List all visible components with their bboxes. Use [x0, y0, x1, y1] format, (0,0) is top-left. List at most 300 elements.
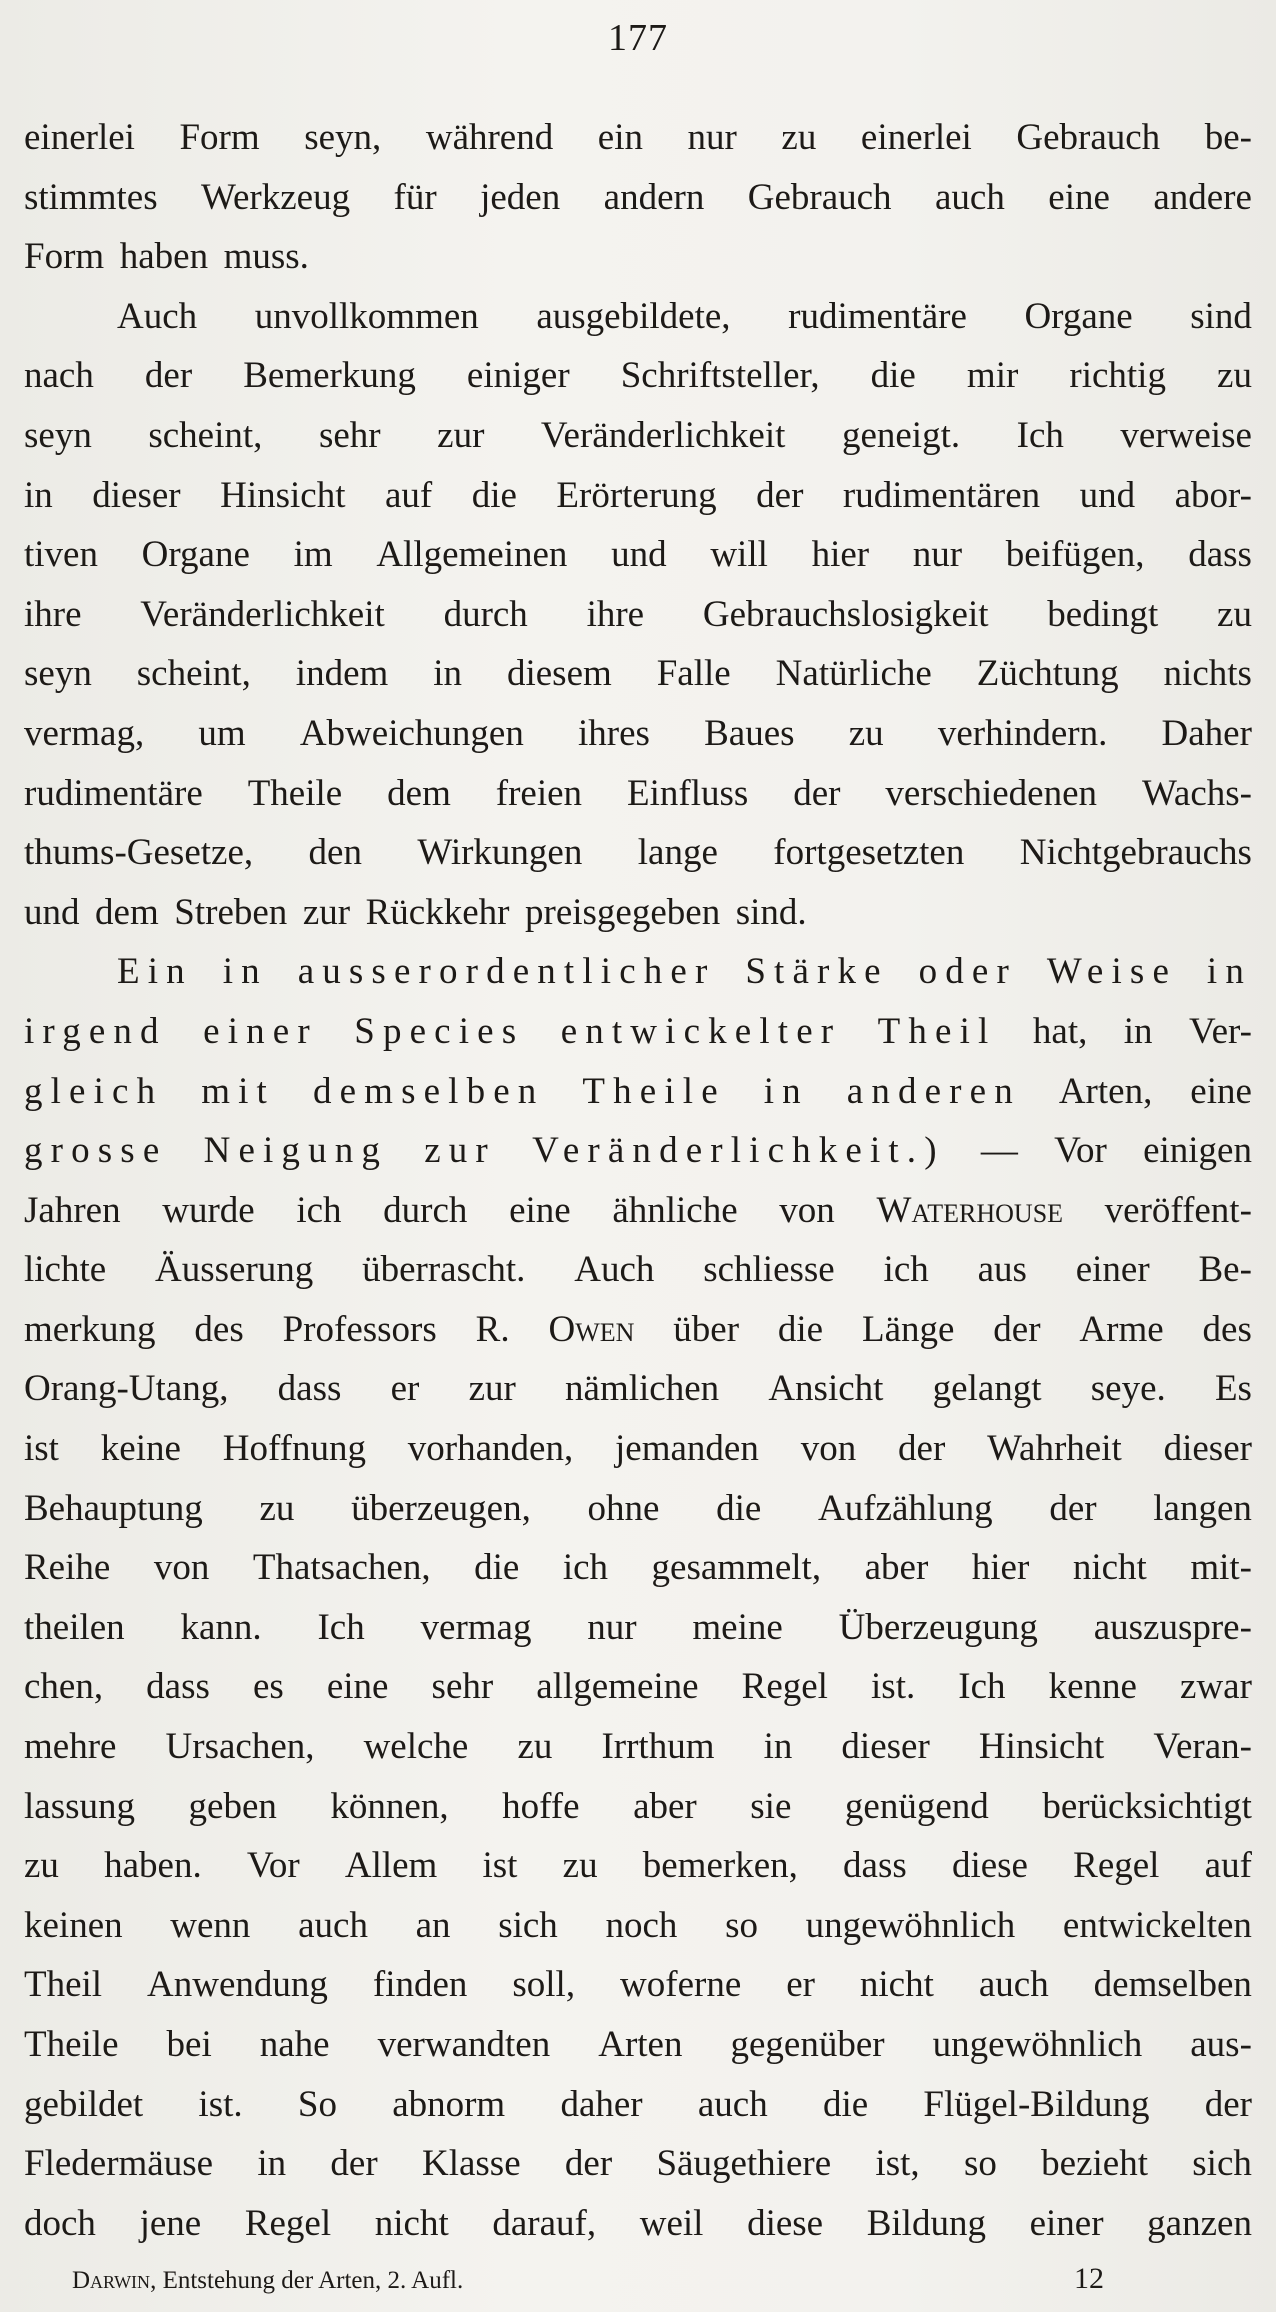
word: Anwendung: [147, 1964, 328, 2006]
word: Gebrauch: [1016, 117, 1161, 158]
word: die: [471, 474, 517, 516]
word: finden: [372, 1964, 468, 2006]
word: dem: [387, 772, 451, 814]
word: während: [425, 117, 554, 158]
word: vorhanden,: [407, 1428, 574, 1470]
word: Allem: [344, 1845, 438, 1887]
word: ihre: [24, 593, 82, 635]
word: können,: [330, 1785, 449, 1827]
text-line: [24, 346, 1252, 406]
word: gleich: [24, 1070, 164, 1112]
word: anderen: [846, 1070, 1021, 1112]
word: überrascht.: [362, 1249, 526, 1291]
word: Natürliche: [775, 653, 932, 695]
word: jemanden: [615, 1428, 759, 1470]
text-line: [24, 1062, 1252, 1122]
word: sich: [1192, 2143, 1252, 2185]
text-line: [24, 764, 1252, 824]
word: nichts: [1163, 653, 1252, 695]
text-line: [24, 883, 1252, 943]
word: von: [800, 1428, 857, 1470]
text-line: [24, 2194, 1252, 2254]
text-line: [24, 2015, 1252, 2075]
word: Gebrauchslosigkeit: [702, 593, 989, 635]
word: zu: [848, 712, 884, 754]
word: dass: [843, 1845, 907, 1887]
body-text: [24, 108, 1252, 2253]
word: dieser: [92, 474, 181, 516]
word: Arten: [598, 2024, 683, 2065]
word: Regel: [244, 2202, 332, 2244]
signature-mark: 12: [1074, 2262, 1104, 2295]
word: geben: [188, 1785, 277, 1827]
word: rudimentären: [842, 474, 1041, 516]
word: sind: [1190, 295, 1252, 337]
word: Auch: [574, 1249, 655, 1291]
word: auf: [384, 474, 433, 516]
word: eine: [1190, 1070, 1252, 1112]
word: Theile: [247, 772, 343, 814]
word: bezieht: [1041, 2143, 1148, 2185]
word: nach: [24, 355, 94, 397]
word: schliesse: [703, 1249, 835, 1291]
text-line: [24, 1777, 1252, 1837]
word: einer: [1029, 2202, 1104, 2244]
word: der: [330, 2143, 378, 2185]
word: bei: [166, 2024, 212, 2065]
word: der: [793, 772, 841, 814]
word: und: [24, 891, 80, 933]
word: theilen: [24, 1606, 125, 1648]
word: ungewöhnlich: [805, 1904, 1016, 1946]
word: Reihe: [24, 1547, 111, 1589]
word: Ich: [317, 1606, 365, 1648]
word: grosse: [24, 1130, 168, 1172]
word: einer: [1075, 1249, 1150, 1291]
word: doch: [24, 2202, 96, 2244]
word: unvollkommen: [254, 295, 479, 337]
footer-citation: [72, 2267, 463, 2295]
word: Schriftsteller,: [620, 355, 820, 397]
word: ist.: [871, 1666, 916, 1708]
text-line: [24, 1598, 1252, 1658]
word: keinen: [24, 1904, 123, 1946]
word: merkung: [24, 1308, 156, 1350]
word: Ansicht: [768, 1368, 884, 1410]
word: Form: [179, 117, 260, 158]
text-line: [24, 1419, 1252, 1479]
word: gebildet: [24, 2083, 144, 2125]
word: nicht: [859, 1964, 934, 2006]
word: Baues: [704, 712, 795, 754]
word: Veran-: [1153, 1726, 1252, 1768]
word: über: [673, 1308, 740, 1350]
word: ausgebildete,: [536, 295, 731, 337]
word: haben.: [104, 1845, 202, 1887]
word: dem: [95, 891, 159, 933]
word: verhindern.: [937, 712, 1108, 754]
word: daher: [560, 2083, 643, 2125]
word: nur: [687, 117, 737, 158]
word: Jahren: [24, 1189, 121, 1231]
word: Züchtung: [976, 653, 1119, 695]
word: seyn: [24, 653, 92, 695]
word: Aufzählung: [818, 1487, 993, 1529]
word: von: [153, 1547, 210, 1589]
word: zur: [437, 414, 485, 456]
word: demselben: [1093, 1964, 1252, 2006]
word: eine: [1048, 176, 1110, 218]
page-footer: [72, 2262, 1112, 2296]
word: und: [611, 534, 667, 576]
word: bemerken,: [642, 1845, 798, 1887]
word: zur: [424, 1130, 496, 1172]
text-line: [24, 1955, 1252, 2015]
word: Species: [354, 1010, 525, 1052]
word: demselben: [312, 1070, 545, 1112]
word: der: [564, 2143, 613, 2185]
word: welche: [363, 1726, 469, 1768]
word: eine: [326, 1666, 389, 1708]
word: Orang-Utang,: [24, 1368, 229, 1410]
word: verschiedenen: [885, 772, 1098, 814]
word: seyn: [24, 414, 92, 456]
text-line: [24, 644, 1252, 704]
word: den: [308, 832, 362, 874]
word: Auch: [117, 295, 198, 337]
text-line: [24, 1538, 1252, 1598]
word: preisgegeben: [525, 891, 721, 933]
word: abor-: [1174, 474, 1252, 516]
word: langen: [1153, 1487, 1252, 1529]
word: in: [433, 653, 463, 695]
word: einerlei: [860, 117, 972, 158]
word: darauf,: [492, 2202, 597, 2244]
word: Streben: [174, 891, 288, 933]
word: jene: [139, 2202, 202, 2244]
word: zu: [259, 1487, 295, 1529]
word: Wirkungen: [417, 832, 583, 874]
word: seyn,: [304, 117, 382, 158]
word: um: [198, 712, 246, 754]
word: Hoffnung: [222, 1428, 366, 1470]
word: die: [474, 1547, 520, 1589]
word: entwickelten: [1062, 1904, 1252, 1946]
word: zu: [562, 1845, 598, 1887]
word: Thatsachen,: [252, 1547, 431, 1589]
word: ist: [24, 1428, 59, 1470]
text-line: [24, 466, 1252, 526]
word: allgemeine: [536, 1666, 699, 1708]
word: lange: [637, 832, 718, 874]
word: im: [293, 534, 333, 576]
word: Einfluss: [627, 772, 749, 814]
word: der: [993, 1308, 1041, 1350]
word: Form: [24, 236, 105, 278]
word: in: [1206, 951, 1252, 993]
word: Veränderlichkeit: [540, 414, 786, 456]
word: hoffe: [502, 1785, 580, 1827]
word: Ein: [117, 951, 193, 993]
word: diesem: [506, 653, 612, 695]
word: zu: [1217, 355, 1252, 397]
word: rudimentäre: [788, 295, 967, 337]
word: aber: [864, 1547, 929, 1589]
word: scheint,: [148, 414, 263, 456]
word: lichte: [24, 1249, 107, 1291]
word: dass: [277, 1368, 342, 1410]
word: Theile: [582, 1070, 726, 1112]
word: freien: [495, 772, 583, 814]
word: ihres: [578, 712, 650, 754]
word: ich: [296, 1189, 342, 1231]
word: nur: [587, 1606, 637, 1648]
word: scheint,: [136, 653, 251, 695]
word: in: [1123, 1010, 1153, 1052]
word: mehre: [24, 1726, 117, 1768]
word: bedingt: [1047, 593, 1159, 635]
word: rudimentäre: [24, 772, 203, 814]
word: Regel: [741, 1666, 828, 1708]
word: zu: [24, 1845, 59, 1887]
word: diese: [747, 2202, 824, 2244]
word: berücksichtigt: [1042, 1785, 1252, 1827]
text-line: [24, 1479, 1252, 1539]
word: will: [710, 534, 768, 576]
word: so: [963, 2143, 997, 2185]
word: Arme: [1079, 1308, 1164, 1350]
word: Theil: [24, 1964, 103, 2006]
word: Waterhouse: [876, 1189, 1064, 1231]
text-line: [24, 1121, 1252, 1181]
word: indem: [295, 653, 389, 695]
word: eine: [509, 1189, 571, 1231]
word: —: [980, 1130, 1018, 1172]
word: Be-: [1198, 1249, 1252, 1291]
word: der: [1204, 2083, 1252, 2125]
word: muss.: [223, 236, 309, 278]
word: ihre: [586, 593, 645, 635]
word: aus: [977, 1249, 1027, 1291]
word: ausserordentlicher: [297, 951, 716, 993]
word: ungewöhnlich: [932, 2024, 1143, 2065]
word: Vor: [1054, 1130, 1107, 1172]
word: entwickelter: [560, 1010, 842, 1052]
word: Behauptung: [24, 1487, 203, 1529]
word: meine: [692, 1606, 783, 1648]
word: sich: [498, 1904, 558, 1946]
word: mit: [201, 1070, 275, 1112]
footer-author: Darwin: [72, 2267, 151, 2294]
text-line: [24, 2134, 1252, 2194]
word: fortgesetzten: [773, 832, 965, 874]
word: Ver-: [1189, 1010, 1252, 1052]
word: verwandten: [377, 2024, 551, 2065]
word: ähnliche: [612, 1189, 738, 1231]
word: weil: [639, 2202, 704, 2244]
word: Werkzeug: [201, 176, 351, 218]
text-line: [24, 1300, 1252, 1360]
word: So: [297, 2083, 337, 2125]
word: ohne: [587, 1487, 660, 1529]
word: einerlei: [24, 117, 135, 158]
text-line: [24, 1359, 1252, 1419]
word: aus-: [1190, 2024, 1252, 2065]
word: Falle: [656, 653, 731, 695]
word: Hinsicht: [978, 1726, 1105, 1768]
word: Neigung: [203, 1130, 388, 1172]
word: andern: [603, 176, 705, 218]
word: der: [756, 474, 804, 516]
word: Veränderlichkeit.): [532, 1130, 945, 1172]
word: Bildung: [866, 2202, 986, 2244]
text-line: [24, 406, 1252, 466]
word: Es: [1214, 1368, 1252, 1410]
word: auch: [298, 1904, 368, 1946]
word: sehr: [431, 1666, 494, 1708]
text-line: [24, 1836, 1252, 1896]
word: soll,: [512, 1964, 576, 2006]
word: in: [24, 474, 53, 516]
word: Flügel-Bildung: [923, 2083, 1150, 2125]
word: jeden: [480, 176, 561, 218]
word: ganzen: [1147, 2202, 1252, 2244]
word: die: [777, 1308, 824, 1350]
word: dieser: [1163, 1428, 1252, 1470]
word: Abweichungen: [299, 712, 524, 754]
word: auf: [1204, 1845, 1252, 1887]
word: Klasse: [421, 2143, 521, 2185]
word: genügend: [844, 1785, 989, 1827]
word: Erörterung: [556, 474, 717, 516]
text-line: [24, 287, 1252, 347]
word: zu: [781, 117, 817, 158]
word: Länge: [861, 1308, 955, 1350]
word: von: [779, 1189, 835, 1231]
word: Rückkehr: [365, 891, 510, 933]
text-line: [24, 942, 1252, 1002]
word: in: [763, 1070, 809, 1112]
word: Wachs-: [1141, 772, 1252, 814]
word: vermag,: [24, 712, 145, 754]
word: keine: [100, 1428, 181, 1470]
word: nicht: [1072, 1547, 1147, 1589]
word: sehr: [318, 414, 381, 456]
word: er: [390, 1368, 420, 1410]
word: Ursachen,: [165, 1726, 315, 1768]
word: Theil: [877, 1010, 997, 1052]
word: richtig: [1069, 355, 1166, 397]
word: ich: [883, 1249, 929, 1291]
word: nicht: [374, 2202, 449, 2244]
word: lassung: [24, 1785, 135, 1827]
word: für: [393, 176, 437, 218]
text-line: [24, 1896, 1252, 1956]
word: die: [716, 1487, 762, 1529]
word: Daher: [1161, 712, 1252, 754]
word: Bemerkung: [243, 355, 416, 397]
word: es: [252, 1666, 284, 1708]
word: mit-: [1190, 1547, 1252, 1589]
word: einigen: [1143, 1130, 1252, 1172]
text-line: [24, 1717, 1252, 1777]
word: aber: [633, 1785, 697, 1827]
word: Allgemeinen: [376, 534, 568, 576]
word: Stärke: [745, 951, 889, 993]
word: thums-Gesetze,: [24, 832, 254, 874]
text-line: [24, 704, 1252, 764]
word: die: [870, 355, 916, 397]
word: auch: [934, 176, 1005, 218]
word: dass: [146, 1666, 210, 1708]
text-line: [24, 227, 1252, 287]
word: Ich: [1016, 414, 1064, 456]
word: Professors: [282, 1308, 437, 1350]
word: hat,: [1032, 1010, 1088, 1052]
word: Theile: [24, 2024, 119, 2065]
text-line: [24, 1181, 1252, 1241]
word: noch: [605, 1904, 678, 1946]
word: mir: [966, 355, 1019, 397]
word: auch: [978, 1964, 1049, 2006]
word: veröffent-: [1104, 1189, 1252, 1231]
word: überzeugen,: [351, 1487, 531, 1529]
text-line: [24, 525, 1252, 585]
word: nahe: [259, 2024, 330, 2065]
word: Überzeugung: [838, 1606, 1038, 1648]
word: Äusserung: [155, 1249, 314, 1291]
word: Owen: [548, 1308, 635, 1350]
word: tiven: [24, 534, 98, 576]
word: an: [415, 1904, 451, 1946]
word: andere: [1153, 176, 1252, 218]
word: dass: [1188, 534, 1252, 576]
text-line: [24, 1002, 1252, 1062]
word: Gebrauch: [747, 176, 892, 218]
word: Hinsicht: [220, 474, 346, 516]
word: chen,: [24, 1666, 104, 1708]
word: kenne: [1048, 1666, 1137, 1708]
word: sie: [750, 1785, 792, 1827]
text-line: [24, 1240, 1252, 1300]
word: vermag: [420, 1606, 532, 1648]
word: Weise: [1046, 951, 1178, 993]
text-line: [24, 108, 1252, 168]
word: nur: [912, 534, 963, 576]
word: in: [763, 1726, 793, 1768]
word: einer: [203, 1010, 318, 1052]
text-line: [24, 823, 1252, 883]
word: nämlichen: [565, 1368, 720, 1410]
word: Vor: [246, 1845, 300, 1887]
word: Regel: [1073, 1845, 1160, 1887]
word: der: [1049, 1487, 1097, 1529]
word: gegenüber: [730, 2024, 885, 2065]
word: und: [1079, 474, 1136, 516]
word: ist,: [875, 2143, 920, 2185]
word: zu: [517, 1726, 553, 1768]
text-line: [24, 585, 1252, 645]
word: durch: [383, 1189, 468, 1231]
word: Irrthum: [601, 1726, 715, 1768]
word: Organe: [141, 534, 250, 576]
word: wurde: [162, 1189, 255, 1231]
word: auszuspre-: [1093, 1606, 1252, 1648]
word: die: [822, 2083, 869, 2125]
word: Organe: [1024, 295, 1133, 337]
word: so: [725, 1904, 758, 1946]
word: seye.: [1090, 1368, 1166, 1410]
